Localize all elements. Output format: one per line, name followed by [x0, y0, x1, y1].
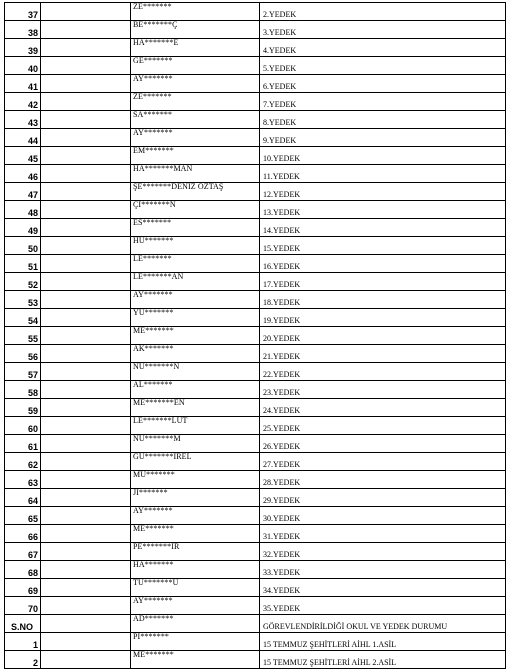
row-number: 59 [5, 399, 41, 417]
row-number: 61 [5, 435, 41, 453]
row-number: 44 [5, 129, 41, 147]
empty-cell [41, 435, 131, 453]
assignment-status: 31.YEDEK [260, 525, 506, 543]
assignment-status: 35.YEDEK [260, 597, 506, 615]
table-row [5, 507, 506, 525]
masked-name: ME******* [131, 651, 260, 669]
assignment-status: 26.YEDEK [260, 435, 506, 453]
assignment-status: 27.YEDEK [260, 453, 506, 471]
assignment-status: 7.YEDEK [260, 93, 506, 111]
table-row [5, 471, 506, 489]
masked-name: HÜ******* [131, 237, 260, 255]
row-number: 2 [5, 651, 41, 669]
document-page [4, 2, 507, 668]
assignment-status: 2.YEDEK [260, 3, 506, 21]
empty-cell [41, 651, 131, 669]
header-sno: S.NO [5, 615, 41, 633]
table-header-row [5, 615, 506, 633]
empty-cell [41, 561, 131, 579]
masked-name: LE*******LUT [131, 417, 260, 435]
table-row [5, 453, 506, 471]
assignment-status: 16.YEDEK [260, 255, 506, 273]
masked-name: HA******* [131, 561, 260, 579]
empty-cell [41, 39, 131, 57]
assignment-status: 15.YEDEK [260, 237, 506, 255]
empty-cell [41, 21, 131, 39]
table-row [5, 237, 506, 255]
row-number: 54 [5, 309, 41, 327]
row-number: 68 [5, 561, 41, 579]
empty-cell [41, 525, 131, 543]
masked-name: EM******* [131, 147, 260, 165]
assignment-status: 8.YEDEK [260, 111, 506, 129]
empty-cell [41, 471, 131, 489]
masked-name: YÜ******* [131, 309, 260, 327]
row-number: 39 [5, 39, 41, 57]
table-row [5, 561, 506, 579]
empty-cell [41, 201, 131, 219]
masked-name: AY******* [131, 597, 260, 615]
empty-cell [41, 291, 131, 309]
row-number: 62 [5, 453, 41, 471]
assignment-status: 12.YEDEK [260, 183, 506, 201]
header-status: GÖREVLENDİRİLDİĞİ OKUL VE YEDEK DURUMU [260, 615, 506, 633]
assignment-status: 22.YEDEK [260, 363, 506, 381]
assignment-status: 19.YEDEK [260, 309, 506, 327]
empty-cell [41, 417, 131, 435]
row-number: 42 [5, 93, 41, 111]
assignment-status: 25.YEDEK [260, 417, 506, 435]
empty-cell [41, 147, 131, 165]
empty-cell [41, 489, 131, 507]
row-number: 55 [5, 327, 41, 345]
table-row [5, 363, 506, 381]
table-row [5, 633, 506, 651]
masked-name: AL******* [131, 381, 260, 399]
assignment-status: 3.YEDEK [260, 21, 506, 39]
empty-cell [41, 399, 131, 417]
row-number: 41 [5, 75, 41, 93]
masked-name: ME******* [131, 525, 260, 543]
empty-cell [41, 183, 131, 201]
empty-cell [41, 543, 131, 561]
row-number: 51 [5, 255, 41, 273]
row-number: 47 [5, 183, 41, 201]
assignment-status: 4.YEDEK [260, 39, 506, 57]
table-row [5, 129, 506, 147]
assignment-status: 17.YEDEK [260, 273, 506, 291]
masked-name: MU******* [131, 471, 260, 489]
row-number: 70 [5, 597, 41, 615]
table-row [5, 3, 506, 21]
table-row [5, 39, 506, 57]
table-row [5, 489, 506, 507]
masked-name: AK******* [131, 345, 260, 363]
masked-name: Jİ******* [131, 489, 260, 507]
row-number: 53 [5, 291, 41, 309]
row-number: 40 [5, 57, 41, 75]
masked-name: AY******* [131, 129, 260, 147]
table-row [5, 219, 506, 237]
table-row [5, 399, 506, 417]
masked-name: Pİ******* [131, 633, 260, 651]
empty-cell [41, 129, 131, 147]
assignment-status: 11.YEDEK [260, 165, 506, 183]
empty-cell [41, 363, 131, 381]
table-row [5, 291, 506, 309]
table-row [5, 525, 506, 543]
masked-name: ME*******EN [131, 399, 260, 417]
masked-name: ME******* [131, 327, 260, 345]
table-row [5, 345, 506, 363]
empty-cell [41, 633, 131, 651]
empty-cell [41, 507, 131, 525]
table-row [5, 57, 506, 75]
empty-cell [41, 219, 131, 237]
table-row [5, 75, 506, 93]
row-number: 37 [5, 3, 41, 21]
table-row [5, 597, 506, 615]
row-number: 65 [5, 507, 41, 525]
table-row [5, 165, 506, 183]
table-body [5, 3, 506, 669]
empty-cell [41, 255, 131, 273]
row-number: 57 [5, 363, 41, 381]
masked-name: ŞE*******DENİZ ÖZTAŞ [131, 183, 260, 201]
assignment-status: 32.YEDEK [260, 543, 506, 561]
row-number: 64 [5, 489, 41, 507]
table-row [5, 273, 506, 291]
assignment-status: 28.YEDEK [260, 471, 506, 489]
masked-name: BE*******Ç [131, 21, 260, 39]
row-number: 1 [5, 633, 41, 651]
row-number: 52 [5, 273, 41, 291]
assignment-status: 5.YEDEK [260, 57, 506, 75]
table-row [5, 651, 506, 669]
masked-name: AY******* [131, 507, 260, 525]
assignment-status: 33.YEDEK [260, 561, 506, 579]
assignment-status: 24.YEDEK [260, 399, 506, 417]
table-row [5, 381, 506, 399]
table-row [5, 543, 506, 561]
masked-name: LE******* [131, 255, 260, 273]
empty-cell [41, 327, 131, 345]
empty-cell [41, 381, 131, 399]
assignment-status: 23.YEDEK [260, 381, 506, 399]
masked-name: NU*******N [131, 363, 260, 381]
table-row [5, 201, 506, 219]
table-row [5, 147, 506, 165]
row-number: 67 [5, 543, 41, 561]
masked-name: Çİ*******N [131, 201, 260, 219]
table-row [5, 21, 506, 39]
empty-cell [41, 57, 131, 75]
table-row [5, 111, 506, 129]
assignment-status: 20.YEDEK [260, 327, 506, 345]
table-row [5, 93, 506, 111]
masked-name: PE*******İR [131, 543, 260, 561]
assignment-status: 10.YEDEK [260, 147, 506, 165]
assignment-status: 18.YEDEK [260, 291, 506, 309]
row-number: 56 [5, 345, 41, 363]
empty-cell [41, 453, 131, 471]
masked-name: ZE******* [131, 93, 260, 111]
row-number: 49 [5, 219, 41, 237]
empty-cell [41, 75, 131, 93]
empty-cell [41, 93, 131, 111]
empty-cell [41, 309, 131, 327]
table-row [5, 255, 506, 273]
empty-cell [41, 273, 131, 291]
row-number: 69 [5, 579, 41, 597]
assignment-status: 34.YEDEK [260, 579, 506, 597]
table-row [5, 435, 506, 453]
row-number: 45 [5, 147, 41, 165]
masked-name: ES******* [131, 219, 260, 237]
empty-cell [41, 615, 131, 633]
empty-cell [41, 579, 131, 597]
table-row [5, 309, 506, 327]
masked-name: ZE******* [131, 3, 260, 21]
empty-cell [41, 111, 131, 129]
masked-name: NU*******M [131, 435, 260, 453]
assignment-status: 15 TEMMUZ ŞEHİTLERİ AİHL 1.ASİL [260, 633, 506, 651]
assignment-status: 14.YEDEK [260, 219, 506, 237]
assignment-status: 29.YEDEK [260, 489, 506, 507]
masked-name: TU*******U [131, 579, 260, 597]
masked-name: HA*******MAN [131, 165, 260, 183]
table-row [5, 183, 506, 201]
assignment-status: 30.YEDEK [260, 507, 506, 525]
row-number: 60 [5, 417, 41, 435]
masked-name: GE******* [131, 57, 260, 75]
assignment-status: 15 TEMMUZ ŞEHİTLERİ AİHL 2.ASİL [260, 651, 506, 669]
row-number: 38 [5, 21, 41, 39]
row-number: 46 [5, 165, 41, 183]
assignment-status: 6.YEDEK [260, 75, 506, 93]
table-row [5, 327, 506, 345]
row-number: 63 [5, 471, 41, 489]
empty-cell [41, 3, 131, 21]
masked-name: SA******* [131, 111, 260, 129]
masked-name: AY******* [131, 75, 260, 93]
empty-cell [41, 237, 131, 255]
assignment-status: 13.YEDEK [260, 201, 506, 219]
table-row [5, 579, 506, 597]
masked-name: GÜ*******İREL [131, 453, 260, 471]
row-number: 58 [5, 381, 41, 399]
assignment-table [4, 2, 506, 669]
empty-cell [41, 597, 131, 615]
header-name: AD******* [131, 615, 260, 633]
empty-cell [41, 345, 131, 363]
row-number: 66 [5, 525, 41, 543]
row-number: 50 [5, 237, 41, 255]
row-number: 48 [5, 201, 41, 219]
masked-name: HA*******E [131, 39, 260, 57]
empty-cell [41, 165, 131, 183]
masked-name: AY******* [131, 291, 260, 309]
table-row [5, 417, 506, 435]
masked-name: LE*******AN [131, 273, 260, 291]
row-number: 43 [5, 111, 41, 129]
assignment-status: 9.YEDEK [260, 129, 506, 147]
assignment-status: 21.YEDEK [260, 345, 506, 363]
